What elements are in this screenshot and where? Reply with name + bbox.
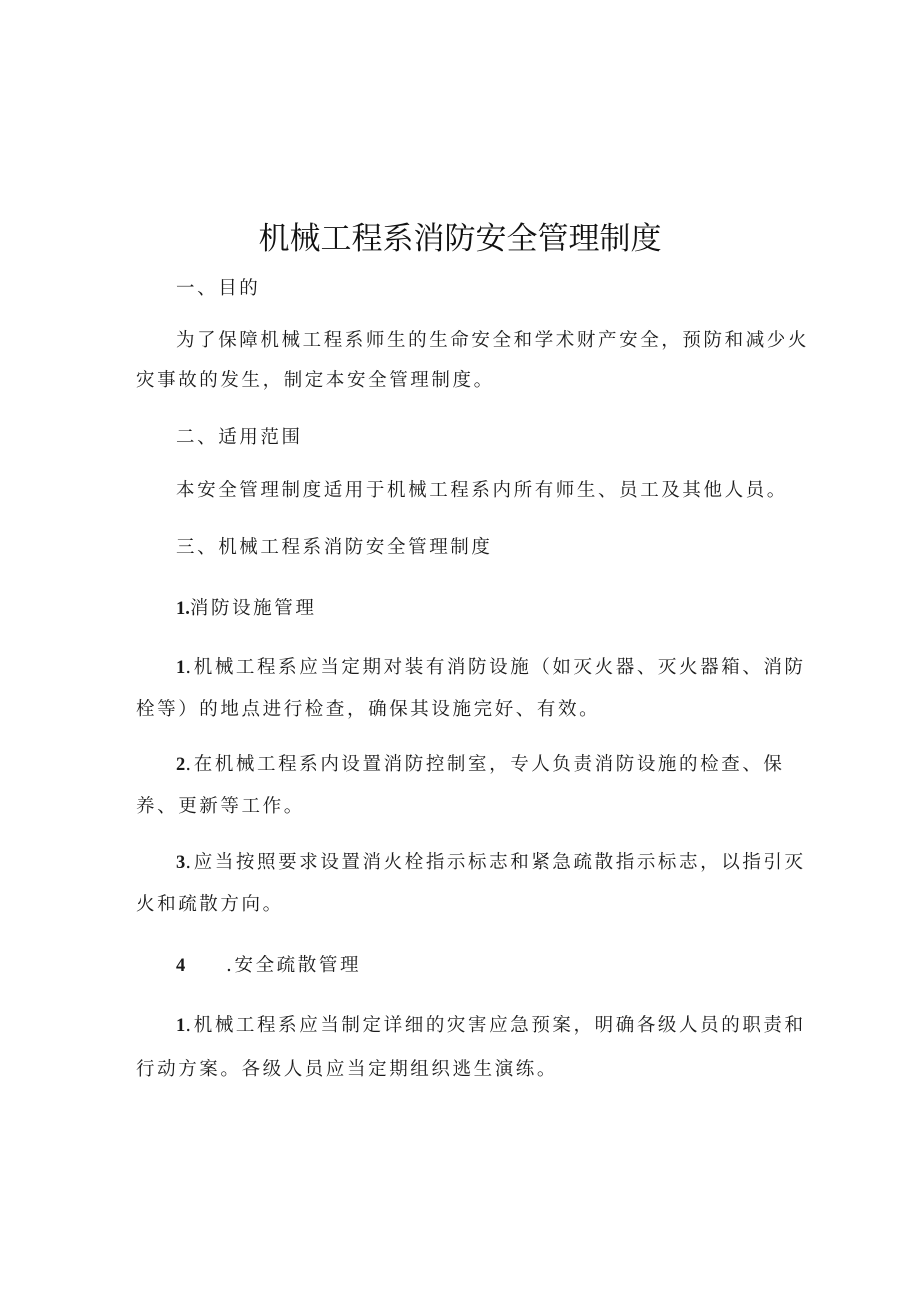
section-heading-rules: 三、机械工程系消防安全管理制度 bbox=[176, 537, 493, 558]
item-2-line1 bbox=[176, 753, 785, 777]
purpose-text-line1: 为了保障机械工程系师生的生命安全和学术财产安全，预防和减少火 bbox=[176, 330, 810, 351]
section-heading-scope: 二、适用范围 bbox=[176, 427, 303, 448]
item-4-line1 bbox=[176, 1014, 806, 1038]
item-3-line1 bbox=[176, 851, 806, 875]
subsection-title: .安全疏散管理 bbox=[226, 955, 362, 976]
item-number: 1 bbox=[176, 1016, 186, 1036]
item-3-line2: 火和疏散方向。 bbox=[136, 894, 284, 915]
item-text: .机械工程系应当制定详细的灾害应急预案，明确各级人员的职责和 bbox=[185, 1015, 806, 1036]
scope-text: 本安全管理制度适用于机械工程系内所有师生、员工及其他人员。 bbox=[176, 480, 788, 501]
item-text: .在机械工程系内设置消防控制室，专人负责消防设施的检查、保 bbox=[185, 754, 785, 775]
subsection-title: 消防设施管理 bbox=[189, 598, 317, 619]
subsection-number: 4 bbox=[176, 956, 186, 976]
purpose-text-line2: 灾事故的发生，制定本安全管理制度。 bbox=[136, 370, 495, 391]
subsection-evacuation bbox=[176, 954, 361, 978]
item-4-line2: 行动方案。各级人员应当定期组织逃生演练。 bbox=[136, 1059, 559, 1080]
item-number: 3 bbox=[176, 853, 186, 873]
item-2-line2: 养、更新等工作。 bbox=[136, 796, 305, 817]
item-text: .应当按照要求设置消火栓指示标志和紧急疏散指示标志，以指引灭 bbox=[185, 852, 806, 873]
item-number: 2 bbox=[176, 755, 186, 775]
subsection-number: 1. bbox=[176, 599, 190, 619]
item-number: 1 bbox=[176, 658, 186, 678]
item-1-line2: 栓等）的地点进行检查，确保其设施完好、有效。 bbox=[136, 699, 601, 720]
item-text: .机械工程系应当定期对装有消防设施（如灭火器、灭火器箱、消防 bbox=[185, 657, 806, 678]
subsection-facilities bbox=[176, 597, 316, 621]
item-1-line1 bbox=[176, 656, 806, 680]
section-heading-purpose: 一、目的 bbox=[176, 278, 261, 299]
document-title: 机械工程系消防安全管理制度 bbox=[258, 221, 662, 257]
